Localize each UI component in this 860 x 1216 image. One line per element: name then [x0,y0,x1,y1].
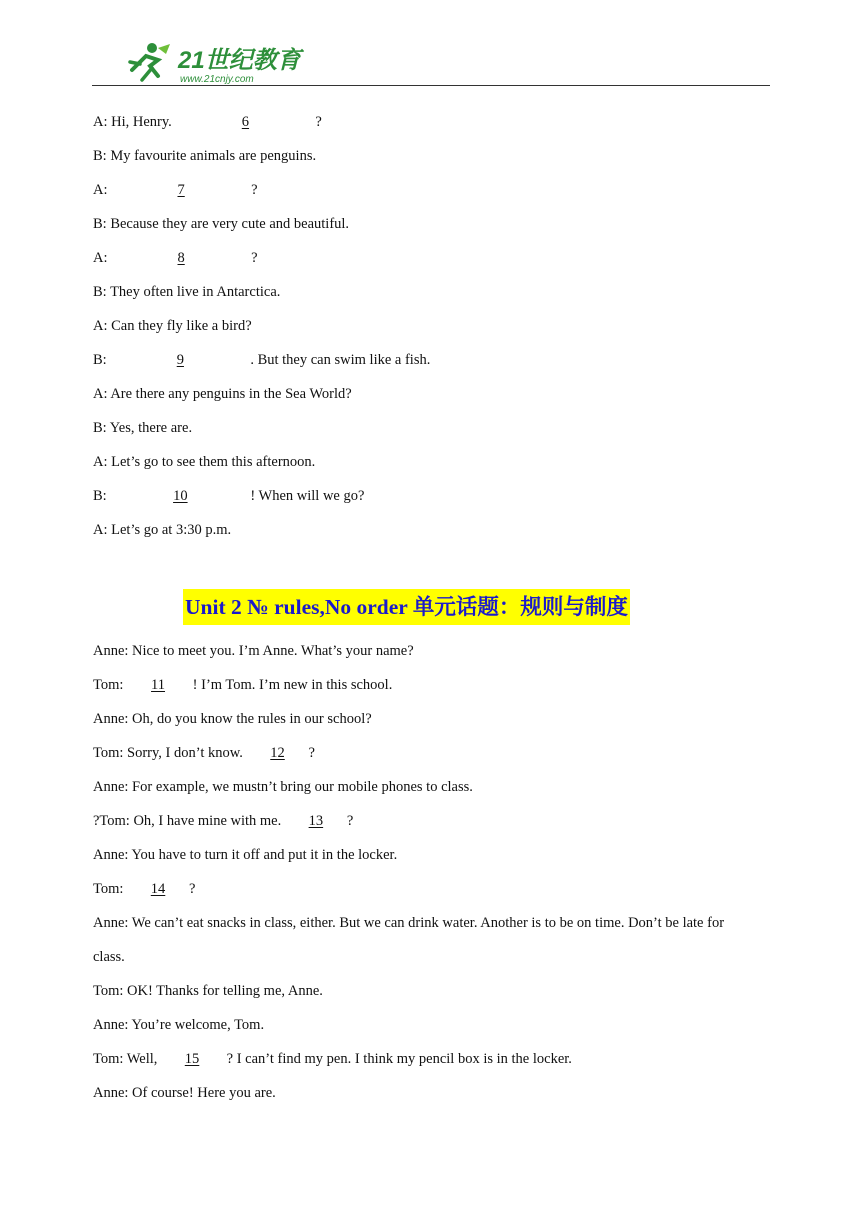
dialogue-line [93,351,430,369]
line-text: Tom: Well, [93,1051,162,1067]
line-text: B: [93,488,111,504]
dialogue-line: A: Can they fly like a bird? [93,318,252,334]
answer-blank[interactable]: 10 [173,488,188,504]
answer-blank[interactable]: 12 [270,745,285,761]
dialogue-line [93,812,353,830]
dialogue-line: B: Because they are very cute and beautiful. [93,216,350,232]
dialogue-line: Anne: Of course! Here you are. [93,1085,276,1101]
answer-blank[interactable]: 11 [151,677,166,693]
unit-heading: Unit 2 № rules,No order 单元话题：规则与制度 [183,589,630,625]
line-text: ? [346,813,354,829]
svg-text:21世纪教育: 21世纪教育 [178,47,301,74]
page-header [92,38,770,88]
dialogue-line [93,744,315,762]
answer-blank[interactable]: 13 [308,813,324,829]
answer-blank[interactable]: 7 [177,182,185,198]
line-text: ! When will we go? [250,488,365,504]
line-text: Tom: [93,881,128,897]
dialogue-line: Anne: Oh, do you know the rules in our school? [93,711,372,727]
dialogue-line: Anne: We can’t eat snacks in class, either. But we can drink water. Another is to be on time. Don’t be late for [93,915,725,931]
dialogue-line: Tom: OK! Thanks for telling me, Anne. [93,983,323,999]
answer-blank[interactable]: 6 [241,114,250,130]
svg-text:www.21cnjy.com: www.21cnjy.com [180,74,254,85]
dialogue-line: A: Let’s go to see them this afternoon. [93,454,316,470]
dialogue-line: class. [93,949,125,965]
line-text: ? I can’t find my pen. I think my pencil box is in the locker. [223,1051,572,1067]
line-text: B: [93,352,111,368]
line-text: ?Tom: Oh, I have mine with me. [93,813,285,829]
line-text: . But they can swim like a fish. [250,352,431,368]
dialogue-line: A: Are there any penguins in the Sea World? [93,386,352,402]
dialogue-line [93,249,258,267]
dialogue-line [93,113,322,131]
header-divider [92,85,770,86]
line-text: Tom: [93,677,128,693]
line-text: A: Hi, Henry. [93,114,176,130]
dialogue-line: Anne: Nice to meet you. I’m Anne. What’s your name? [93,643,414,659]
line-text: ! I’m Tom. I’m new in this school. [189,677,393,693]
line-text: ? [189,881,196,897]
dialogue-line [93,676,392,694]
line-text: A: [93,182,112,198]
line-text: ? [251,182,258,198]
line-text: A: [93,250,112,266]
dialogue-line [93,181,258,199]
line-text: ? [308,745,315,761]
dialogue-line [93,880,195,898]
answer-blank[interactable]: 14 [150,881,166,897]
dialogue-line [93,1050,572,1068]
answer-blank[interactable]: 9 [176,352,184,368]
dialogue-line: B: My favourite animals are penguins. [93,148,317,164]
dialogue-line [93,487,364,505]
answer-blank[interactable]: 15 [184,1051,200,1067]
dialogue-line: A: Let’s go at 3:30 p.m. [93,522,232,538]
dialogue-line: B: They often live in Antarctica. [93,284,281,300]
line-text: ? [251,250,258,266]
line-text: Tom: Sorry, I don’t know. [93,745,247,761]
line-text: ? [315,114,322,130]
dialogue-line: Anne: For example, we mustn’t bring our mobile phones to class. [93,779,473,795]
dialogue-line: Anne: You have to turn it off and put it in the locker. [93,847,398,863]
logo-21cnjy [112,40,301,86]
dialogue-line: Anne: You’re welcome, Tom. [93,1017,265,1033]
answer-blank[interactable]: 8 [177,250,185,266]
dialogue-line: B: Yes, there are. [93,420,193,436]
